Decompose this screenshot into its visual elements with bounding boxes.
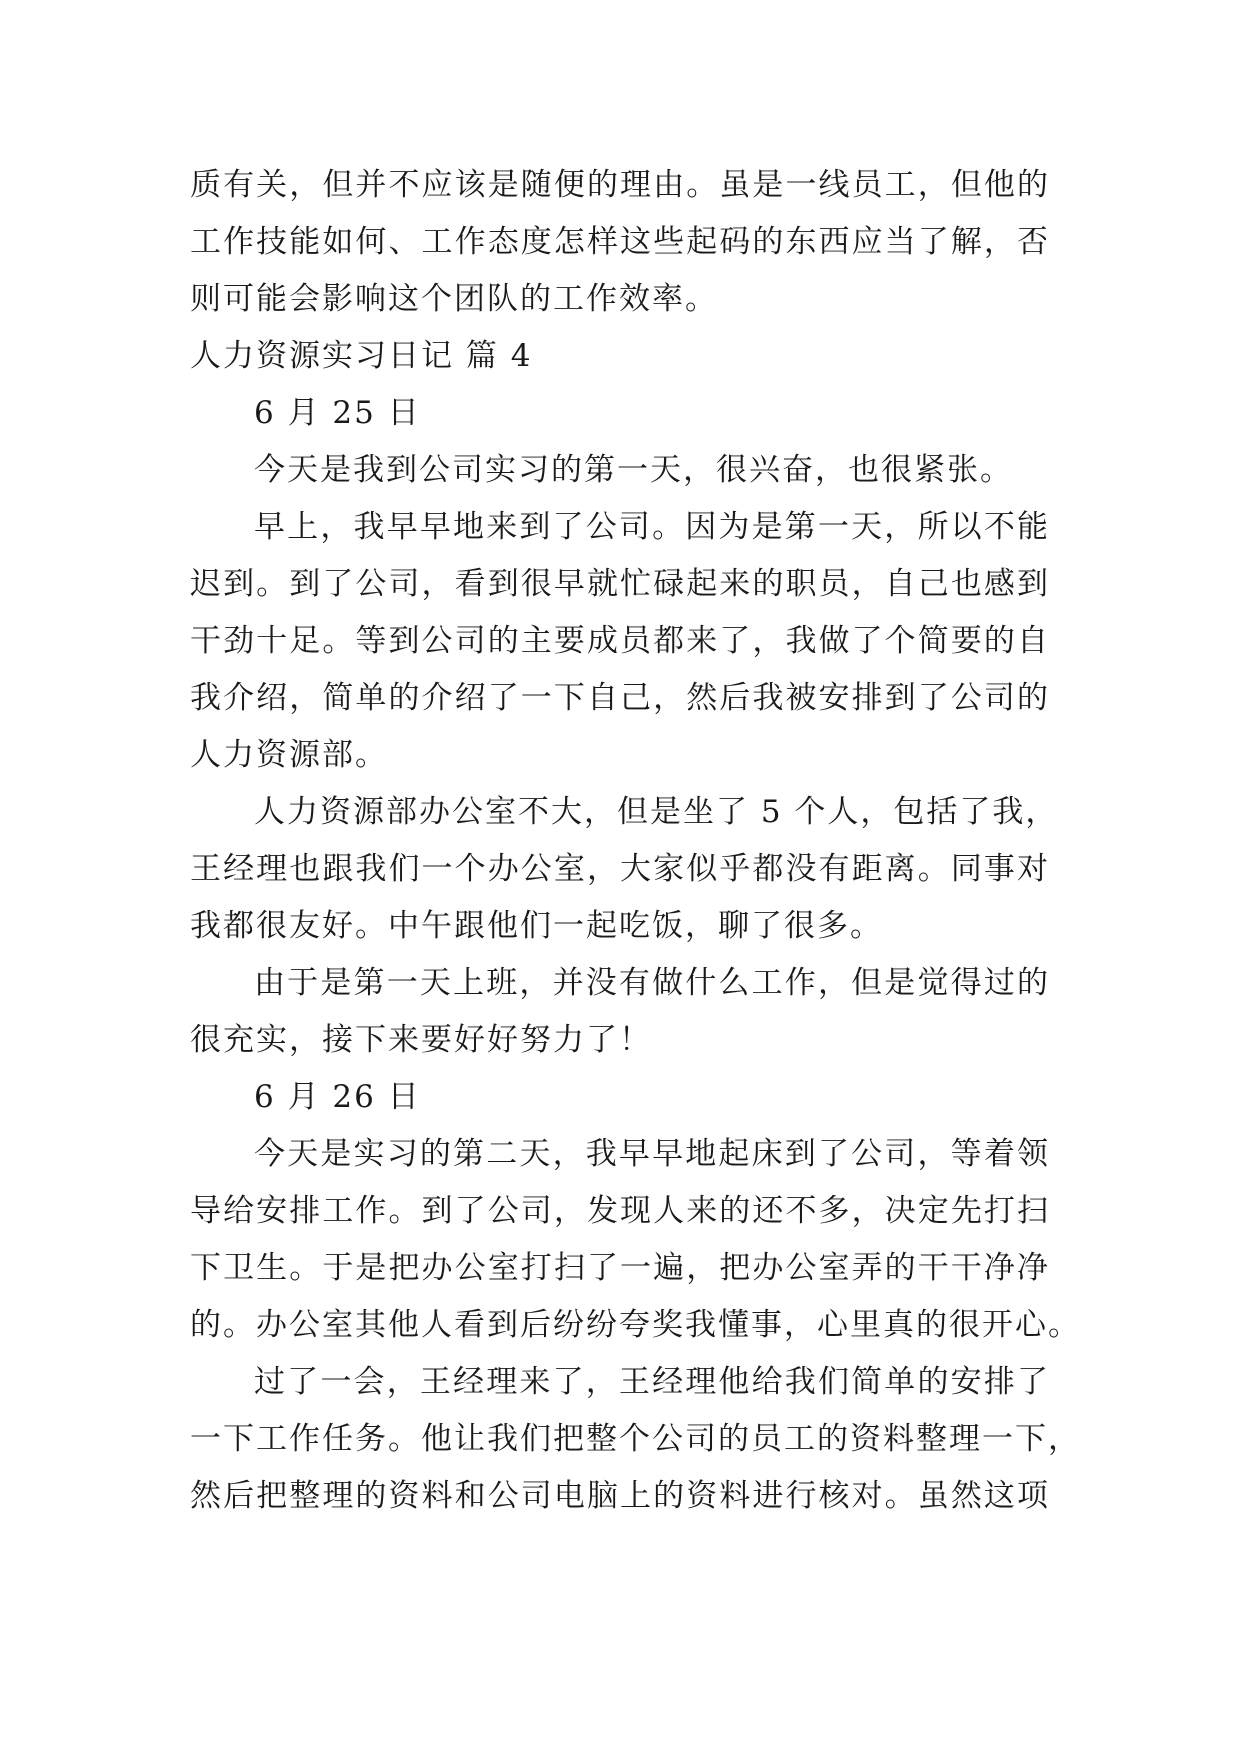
body-text-line: 今天是我到公司实习的第一天，很兴奋，也很紧张。: [254, 452, 1013, 488]
body-text-line: 干劲十足。等到公司的主要成员都来了，我做了个简要的自: [190, 623, 1050, 659]
body-text-line: 过了一会，王经理来了，王经理他给我们简单的安排了: [254, 1364, 1050, 1400]
body-text-line: 一下工作任务。他让我们把整个公司的员工的资料整理一下，: [190, 1421, 1081, 1457]
body-text-line: 导给安排工作。到了公司，发现人来的还不多，决定先打扫: [190, 1193, 1050, 1229]
body-text-line: 质有关，但并不应该是随便的理由。虽是一线员工，但他的: [190, 167, 1050, 203]
body-text-line: 早上，我早早地来到了公司。因为是第一天，所以不能: [254, 509, 1050, 545]
body-text-line: 由于是第一天上班，并没有做什么工作，但是觉得过的: [254, 965, 1050, 1001]
date-heading: 6 月 25 日: [254, 395, 421, 431]
body-text-line: 工作技能如何、工作态度怎样这些起码的东西应当了解，否: [190, 224, 1050, 260]
body-text-line: 则可能会影响这个团队的工作效率。: [190, 281, 718, 317]
date-heading: 6 月 26 日: [254, 1079, 421, 1115]
body-text-line: 很充实，接下来要好好努力了！: [190, 1022, 652, 1058]
body-text-line: 今天是实习的第二天，我早早地起床到了公司，等着领: [254, 1136, 1050, 1172]
body-text-line: 人力资源部。: [190, 737, 388, 773]
body-text-line: 王经理也跟我们一个办公室，大家似乎都没有距离。同事对: [190, 851, 1050, 887]
body-text-line: 迟到。到了公司，看到很早就忙碌起来的职员，自己也感到: [190, 566, 1050, 602]
body-text-line: 人力资源部办公室不大，但是坐了 5 个人，包括了我，: [254, 794, 1059, 830]
body-text-line: 的。办公室其他人看到后纷纷夸奖我懂事，心里真的很开心。: [190, 1307, 1081, 1343]
body-text-line: 我介绍，简单的介绍了一下自己，然后我被安排到了公司的: [190, 680, 1050, 716]
body-text-line: 下卫生。于是把办公室打扫了一遍，把办公室弄的干干净净: [190, 1250, 1050, 1286]
body-text-line: 我都很友好。中午跟他们一起吃饭，聊了很多。: [190, 908, 883, 944]
body-text-line: 然后把整理的资料和公司电脑上的资料进行核对。虽然这项: [190, 1478, 1050, 1514]
section-heading: 人力资源实习日记 篇 4: [190, 338, 533, 374]
